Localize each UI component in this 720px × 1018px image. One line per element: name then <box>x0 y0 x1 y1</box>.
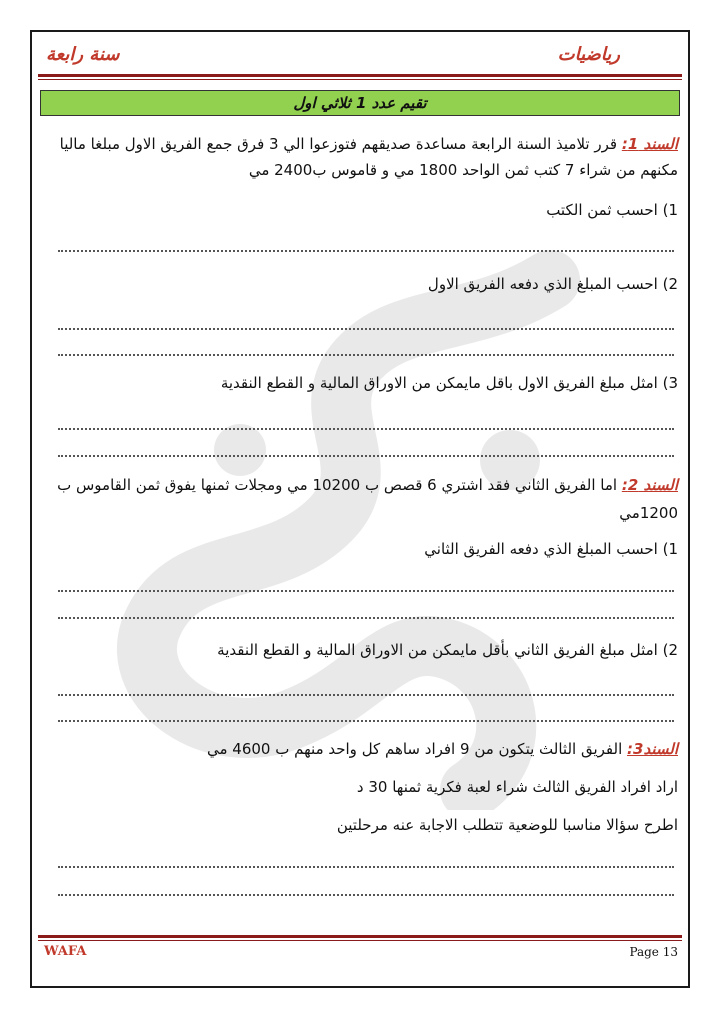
footer-author: WAFA <box>44 944 87 959</box>
answer-line <box>58 605 674 619</box>
s2-line-1 <box>48 475 678 495</box>
s1-question-2: 2) احسب المبلغ الذي دفعه الفريق الاول <box>427 275 678 293</box>
s2-question-1: 1) احسب المبلغ الذي دفعه الفريق الثاني <box>424 540 678 558</box>
answer-line <box>58 238 674 252</box>
page-number: Page 13 <box>629 945 678 959</box>
answer-line <box>58 708 674 722</box>
page-title: تقيم عدد 1 ثلاثي اول <box>40 90 680 116</box>
s2-label: السند 2: <box>621 476 678 494</box>
answer-line <box>58 854 674 868</box>
s2-text-b: 1200مي <box>619 504 678 522</box>
answer-line <box>58 416 674 430</box>
level-header: سنة رابعة <box>46 44 120 65</box>
s3-text-c: اطرح سؤالا مناسبا للوضعية تتطلب الاجابة عنه مرحلتين <box>336 816 678 834</box>
s1-question-3: 3) امثل مبلغ الفريق الاول باقل مايمكن من الاوراق المالية و القطع النقدية <box>220 374 678 392</box>
subject-header: رياضيات <box>557 44 620 65</box>
s1-line-1 <box>48 134 678 154</box>
answer-line <box>58 882 674 896</box>
s1-text-b: مكنهم من شراء 7 كتب ثمن الواحد 1800 مي و قاموس ب2400 مي <box>248 161 678 179</box>
s3-text-a: الفريق الثالث يتكون من 9 افراد ساهم كل واحد منهم ب 4600 مي <box>206 740 623 758</box>
answer-line <box>58 316 674 330</box>
header-rule-thin <box>38 79 682 80</box>
s1-label: السند 1: <box>621 135 678 153</box>
s3-line-1 <box>48 739 678 759</box>
s2-text-a: اما الفريق الثاني فقد اشتري 6 قصص ب 10200 مي ومجلات ثمنها يفوق ثمن القاموس ب <box>57 476 618 494</box>
s3-label: السند3: <box>627 740 678 758</box>
s1-text-a: قرر تلاميذ السنة الرابعة مساعدة صديقهم فتوزعوا الي 3 فرق جمع الفريق الاول مبلغا ماليا <box>59 135 618 153</box>
s2-question-2: 2) امثل مبلغ الفريق الثاني بأقل مايمكن من الاوراق المالية و القطع النقدية <box>217 641 678 659</box>
answer-line <box>58 443 674 457</box>
answer-line <box>58 342 674 356</box>
answer-line <box>58 682 674 696</box>
s1-question-1: 1) احسب ثمن الكتب <box>546 201 678 219</box>
header-rule <box>38 74 682 77</box>
footer-rule-thin <box>38 940 682 941</box>
answer-line <box>58 578 674 592</box>
footer-rule <box>38 935 682 938</box>
s3-text-b: اراد افراد الفريق الثالث شراء لعبة فكرية ثمنها 30 د <box>356 778 678 796</box>
